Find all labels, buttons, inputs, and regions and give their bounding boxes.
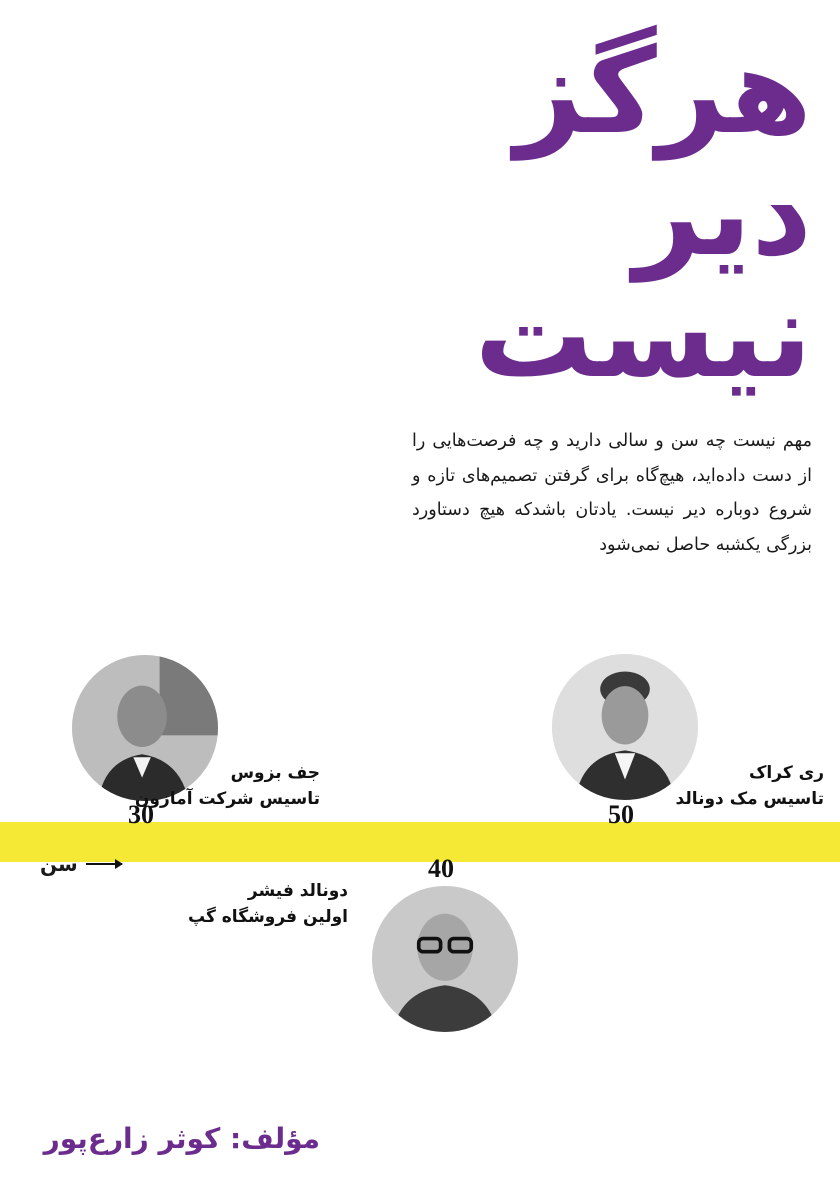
author-credit: مؤلف: کوثر زارع‌پور bbox=[43, 1122, 320, 1155]
caption-jeff-bezos bbox=[135, 760, 320, 812]
person-name: دونالد فیشر bbox=[247, 881, 348, 901]
age-label-50: 50 bbox=[608, 800, 634, 829]
age-label-40: 40 bbox=[428, 854, 454, 883]
person-note: تاسیس مک دونالد bbox=[675, 789, 824, 809]
book-title bbox=[392, 22, 812, 404]
intro-paragraph: مهم نیست چه سن و سالی دارید و چه فرصت‌هایی را از دست داده‌اید، هیچ‌گاه برای گرفتن تصمیم‌های تازه و شروع دوباره دیر نیست. یادتان باشدکه هیچ دستاورد بزرگی یکشبه حاصل نمی‌شود bbox=[412, 431, 812, 555]
person-photo-icon bbox=[372, 886, 518, 1032]
title-line-3: نیست bbox=[474, 266, 812, 404]
person-name: جف بزوس bbox=[230, 763, 320, 783]
age-axis-label: سن bbox=[40, 852, 78, 876]
caption-donald-fisher bbox=[188, 878, 348, 930]
age-timeline-band bbox=[0, 822, 840, 862]
arrow-right-icon bbox=[86, 863, 122, 865]
title-line-1: هرگز bbox=[514, 22, 812, 160]
person-note: تاسیس شرکت آمازون bbox=[134, 789, 320, 809]
age-label-30: 30 bbox=[128, 800, 154, 829]
age-axis bbox=[40, 850, 122, 878]
portrait-donald-fisher bbox=[372, 886, 518, 1032]
person-note: اولین فروشگاه گپ bbox=[187, 907, 348, 927]
title-line-2: دیر bbox=[633, 144, 812, 282]
person-name: ری کراک bbox=[749, 763, 824, 783]
caption-ray-kroc bbox=[676, 760, 824, 812]
